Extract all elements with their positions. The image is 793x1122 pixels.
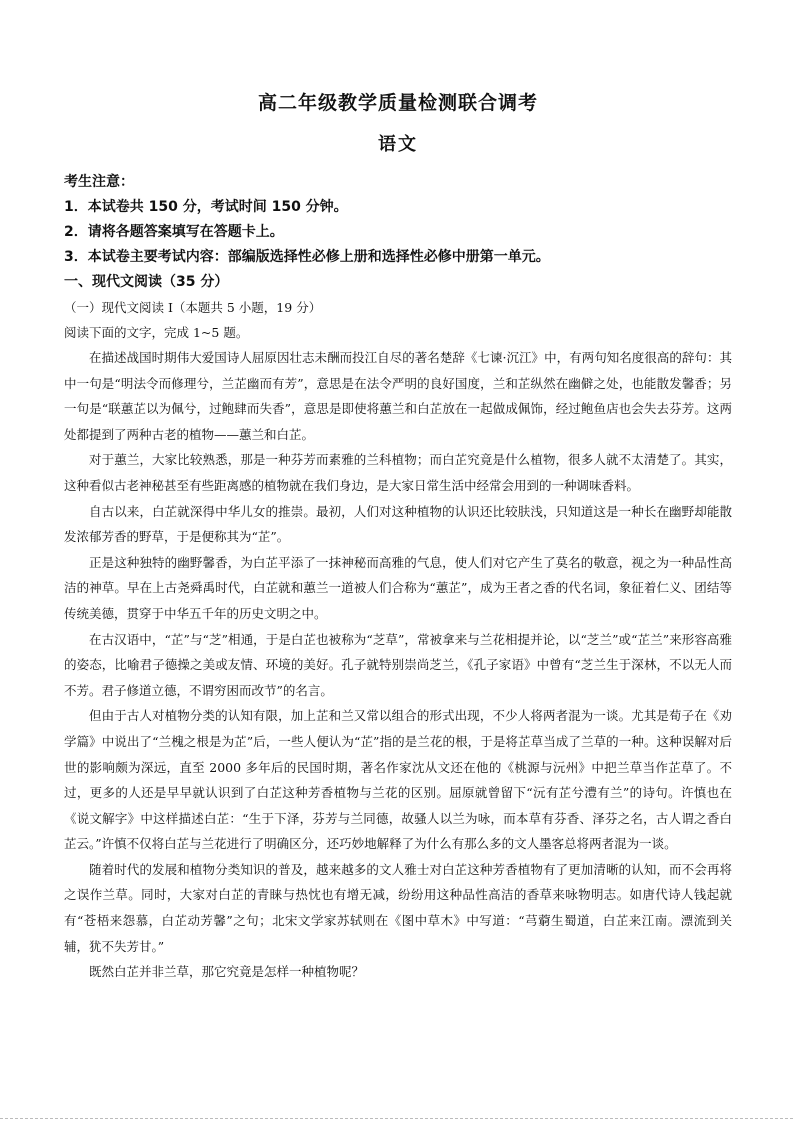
- notice-item: 2．请将各题答案填写在答题卡上。: [64, 224, 284, 240]
- passage-paragraph: 正是这种独特的幽野馨香，为白芷平添了一抹神秘而高雅的气息，使人们对它产生了莫名的敬意，视之为一种品性高洁的神草。早在上古尧舜禹时代，白芷就和蕙兰一道被人们合称为“蕙芷”，成为王者之香的代名词，象征着仁义、团结等传统美德，贯穿于中华五千年的历史文明之中。: [64, 554, 732, 621]
- exam-page: [64, 90, 732, 985]
- reading-passage: [64, 345, 732, 985]
- passage-paragraph: 在描述战国时期伟大爱国诗人屈原因壮志未酬而投江自尽的著名楚辞《七谏·沉江》中，有两句知名度很高的辞句：其中一句是“明法令而修理兮，兰芷幽而有芳”，意思是在法令严明的良好国度，兰和芷纵然在幽僻之处，也能散发馨香；另一句是“联蕙芷以为佩兮，过鲍肆而失香”，意思是即使将蕙兰和白芷放在一起做成佩饰，经过鲍鱼店也会失去芬芳。这两处都提到了两种古老的植物——蕙兰和白芷。: [64, 350, 732, 442]
- passage-paragraph: 随着时代的发展和植物分类知识的普及，越来越多的文人雅士对白芷这种芳香植物有了更加清晰的认知，而不会再将之误作兰草。同时，大家对白芷的青睐与热忱也有增无减，纷纷用这种品性高洁的香草来咏物明志。如唐代诗人钱起就有“苍梧来怨慕，白芷动芳馨”之句；北宋文学家苏轼则在《图中草木》中写道：“芎藭生蜀道，白芷来江南。漂流到关辅，犹不失芳甘。”: [64, 861, 732, 954]
- sub-section-heading: （一）现代文阅读 I（本题共 5 小题，19 分）: [64, 300, 322, 315]
- passage-paragraph: 既然白芷并非兰草，那它究竟是怎样一种植物呢？: [89, 964, 365, 980]
- page-bottom-divider: [0, 1118, 793, 1119]
- notice-item: 3．本试卷主要考试内容：部编版选择性必修上册和选择性必修中册第一单元。: [64, 249, 550, 265]
- notice-block: [64, 170, 732, 270]
- notice-item: 1．本试卷共 150 分，考试时间 150 分钟。: [64, 199, 348, 215]
- passage-paragraph: 对于蕙兰，大家比较熟悉，那是一种芬芳而素雅的兰科植物；而白芷究竟是什么植物，很多人就不太清楚了。其实，这种看似古老神秘甚至有些距离感的植物就在我们身边，是大家日常生活中经常会用到的一种调味香料。: [64, 452, 732, 493]
- section-heading: 一、现代文阅读（35 分）: [64, 274, 229, 290]
- exam-title: 高二年级教学质量检测联合调考: [257, 92, 538, 114]
- notice-heading: 考生注意：: [64, 174, 134, 190]
- reading-instruction: 阅读下面的文字，完成 1~5 题。: [64, 325, 249, 340]
- subject-title: 语文: [378, 134, 418, 155]
- passage-paragraph: 自古以来，白芷就深得中华儿女的推崇。最初，人们对这种植物的认识还比较肤浅，只知道这是一种长在幽野却能散发浓郁芳香的野草，于是便称其为“芷”。: [64, 503, 732, 545]
- passage-paragraph: 在古汉语中，“芷”与“芝”相通，于是白芷也被称为“芝草”，常被拿来与兰花相提并论，以“芝兰”或“芷兰”来形容高雅的姿态，比喻君子德操之美或友情、环境的美好。孔子就特别崇尚芝兰，《孔子家语》中曾有“芝兰生于深林，不以无人而不芳。君子修道立德，不谓穷困而改节”的名言。: [64, 631, 732, 698]
- passage-paragraph: 但由于古人对植物分类的认知有限，加上芷和兰又常以组合的形式出现，不少人将两者混为一谈。尤其是荀子在《劝学篇》中说出了“兰槐之根是为芷”后，一些人便认为“芷”指的是兰花的根，于是将芷草当成了兰草的一种。这种误解对后世的影响颇为深远，直至 2000 多年后的民国时期，著名作家沈从文还在他的《桃源与沅州》中把兰草当作芷草了。不过，更多的人还是早早就认识到了白芷这种芳香植物与兰花的区别。屈原就曾留下“沅有芷兮澧有兰”的诗句。许慎也在《说文解字》中这样描述白芷：“生于下泽，芬芳与兰同德，故骚人以兰为咏，而本草有芬香、泽芬之名，古人谓之香白芷云。”许慎不仅将白芷与兰花进行了明确区分，还巧妙地解释了为什么有那么多的文人墨客总将两者混为一谈。: [64, 708, 732, 852]
